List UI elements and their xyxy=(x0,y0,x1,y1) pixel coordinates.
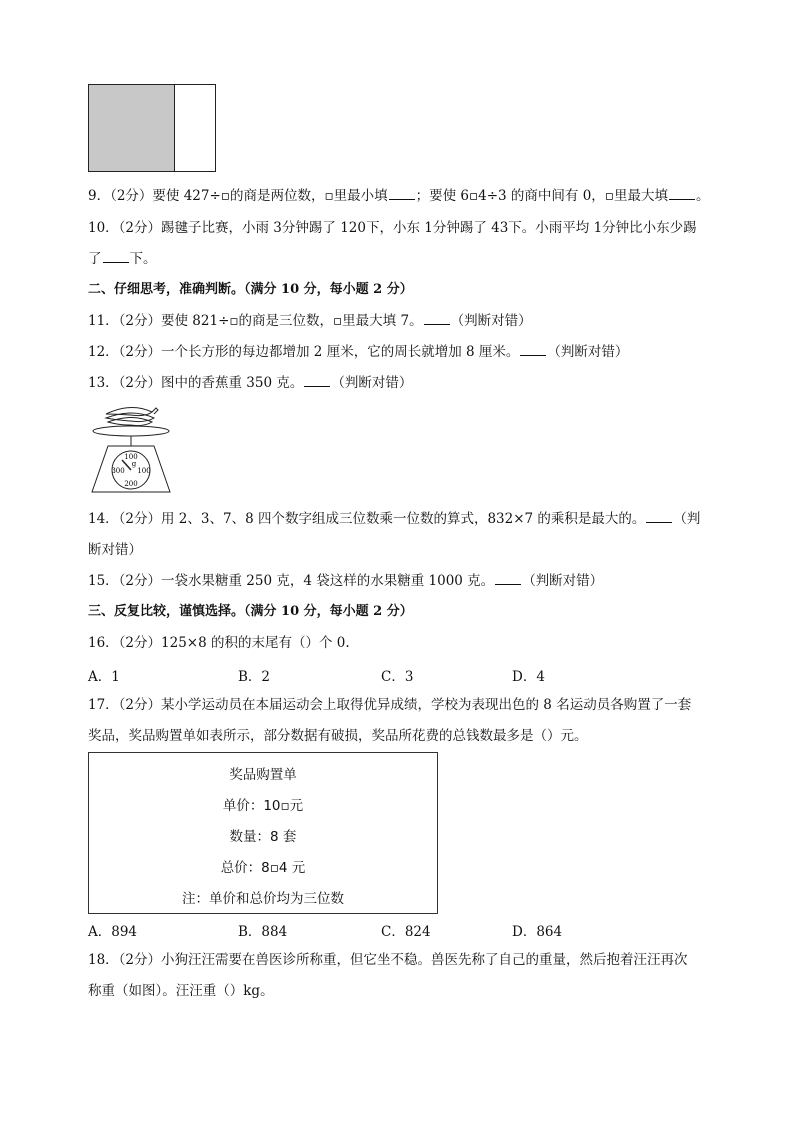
purchase-list-box xyxy=(88,752,438,914)
answer-blank[interactable] xyxy=(304,374,330,387)
option-d[interactable]: D．864 xyxy=(512,924,563,940)
question-17-line2: 奖品，奖品购置单如表所示，部分数据有破损，奖品所花费的总钱数最多是（）元。 xyxy=(88,728,588,744)
dial-label-top: 100 xyxy=(124,453,138,461)
question-14-line2: 断对错） xyxy=(88,542,142,558)
answer-blank[interactable] xyxy=(520,343,546,356)
section-2-heading: 二、仔细思考，准确判断。（满分 10 分，每小题 2 分） xyxy=(88,282,413,297)
dial-unit: g xyxy=(131,460,137,468)
option-b[interactable]: B．2 xyxy=(238,669,271,685)
answer-blank[interactable] xyxy=(495,572,521,585)
purchase-list-title: 奖品购置单 xyxy=(229,767,297,783)
dial-label-right: 100 xyxy=(137,467,151,475)
option-c[interactable]: C．3 xyxy=(381,669,414,685)
question-10-line2: 了 下。 xyxy=(88,251,157,267)
dial-label-left: 300 xyxy=(111,467,125,475)
option-a[interactable]: A．1 xyxy=(88,669,120,685)
question-12: 12．（2分）一个长方形的每边都增加 2 厘米，它的周长就增加 8 厘米。 （判断对错） xyxy=(88,344,629,360)
quantity-row: 数量：8 套 xyxy=(229,829,297,845)
answer-blank[interactable] xyxy=(389,187,415,200)
question-15: 15．（2分）一袋水果糖重 250 克，4 袋这样的水果糖重 1000 克。 （判断对错） xyxy=(88,573,604,589)
option-d[interactable]: D．4 xyxy=(512,669,545,685)
question-9: 9．（2分）要使 427÷▫的商是两位数，▫里最小填 ；要使 6▫4÷3 的商中间有 0，▫里最大填 。 xyxy=(88,188,710,204)
question-18-line1: 18．（2分）小狗汪汪需要在兽医诊所称重，但它坐不稳。兽医先称了自己的重量，然后抱着汪汪再次 xyxy=(88,952,688,968)
option-b[interactable]: B．884 xyxy=(238,924,288,940)
question-11: 11．（2分）要使 821÷▫的商是三位数，▫里最大填 7。 （判断对错） xyxy=(88,313,532,329)
answer-blank[interactable] xyxy=(669,187,695,200)
question-13: 13．（2分）图中的香蕉重 350 克。 （判断对错） xyxy=(88,375,413,391)
answer-blank[interactable] xyxy=(424,312,450,325)
answer-blank[interactable] xyxy=(646,510,672,523)
option-a[interactable]: A．894 xyxy=(88,924,138,940)
scale-plate xyxy=(93,426,169,436)
section-3-heading: 三、反复比较，谨慎选择。（满分 10 分，每小题 2 分） xyxy=(88,604,413,619)
banana-icon xyxy=(106,407,158,425)
question-10-line1: 10．（2分）踢毽子比赛，小雨 3分钟踢了 120下，小东 1分钟踢了 43下。小雨平均 1分钟比小东少踢 xyxy=(88,220,697,236)
option-c[interactable]: C．824 xyxy=(381,924,431,940)
note-row: 注：单价和总价均为三位数 xyxy=(182,891,344,907)
scale-with-bananas-figure xyxy=(86,400,176,498)
shaded-part xyxy=(89,85,175,171)
question-14-line1: 14．（2分）用 2、3、7、8 四个数字组成三位数乘一位数的算式，832×7 的乘积是最大的。 （判 xyxy=(88,511,701,527)
question-17-line1: 17．（2分）某小学运动员在本届运动会上取得优异成绩，学校为表现出色的 8 名运动员各购置了一套 xyxy=(88,697,692,713)
question-16: 16．（2分）125×8 的积的末尾有（）个 0. xyxy=(88,635,350,651)
dial-label-bottom: 200 xyxy=(124,480,138,488)
total-price-row: 总价：8▫4 元 xyxy=(220,860,306,876)
shaded-rectangle-figure xyxy=(88,84,216,172)
question-18-line2: 称重（如图）。汪汪重（）kg。 xyxy=(88,983,274,999)
unit-price-row: 单价：10▫元 xyxy=(222,798,304,814)
answer-blank[interactable] xyxy=(103,250,129,263)
